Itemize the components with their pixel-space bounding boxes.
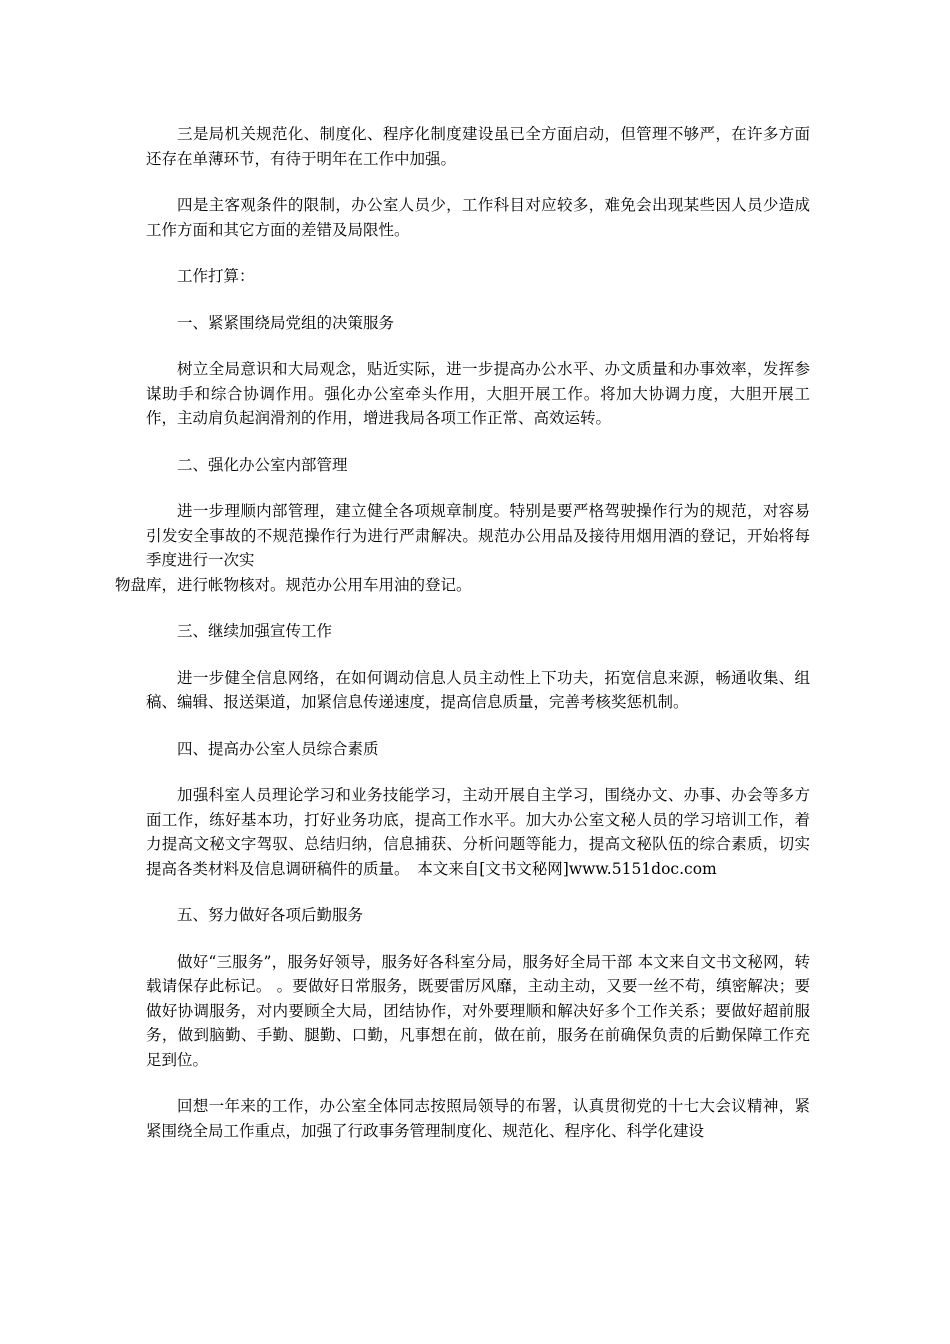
section-heading-4: 四、提高办公室人员综合素质 (177, 739, 379, 758)
paragraph-4-continuation: 物盘库，进行帐物核对。规范办公用车用油的登记。 (115, 575, 472, 594)
paragraph-8: 回想一年来的工作，办公室全体同志按照局领导的布署，认真贯彻党的十七大会议精神，紧紧围绕全局工作重点，加强了行政事务管理制度化、规范化、程序化、科学化建设 (146, 1097, 810, 1140)
paragraph-6: 加强科室人员理论学习和业务技能学习，主动开展自主学习，围绕办文、办事、办会等多方面工作，练好基本功，打好业务功底，提高工作水平。加大办公室文秘人员的学习培训工作，着力提高文秘文字驾驭、总结归纳，信息捕获、分析问题等能力，提高文秘队伍的综合素质，切实提高各类材料及信息调研稿件的质量。 本文来自[文书文秘网]www.5151doc.com (146, 786, 810, 878)
section-heading-2: 二、强化办公室内部管理 (177, 455, 348, 474)
section-heading-3: 三、继续加强宣传工作 (177, 622, 333, 640)
paragraph-4-text: 进一步理顺内部管理，建立健全各项规章制度。特别是要严格驾驶操作行为的规范，对容易引发安全事故的不规范操作行为进行严肃解决。规范办公用品及接待用烟用酒的登记，开始将每季度进行一次实 (146, 502, 810, 569)
paragraph-7: 做好“三服务”，服务好领导，服务好各科室分局，服务好全局干部 本文来自文书文秘网，转载请保存此标记。 。要做好日常服务，既要雷厉风靡，主动主动，又要一丝不苟，缜密解决；要做好协调服务，对内要顾全大局，团结协作，对外要理顺和解决好多个工作关系；要做好超前服务，做到脑勤、手勤、腿勤、口勤，凡事想在前，做在前，服务在前确保负责的后勤保障工作充足到位。 (146, 952, 810, 1069)
section-heading-1: 一、紧紧围绕局党组的决策服务 (177, 313, 395, 332)
paragraph-2: 四是主客观条件的限制，办公室人员少，工作科目对应较多，难免会出现某些因人员少造成工作方面和其它方面的差错及局限性。 (146, 196, 810, 239)
paragraph-5: 进一步健全信息网络，在如何调动信息人员主动性上下功夫，拓宽信息来源，畅通收集、组稿、编辑、报送渠道，加紧信息传递速度，提高信息质量，完善考核奖惩机制。 (146, 668, 810, 711)
section-heading-5: 五、努力做好各项后勤服务 (177, 906, 364, 924)
paragraph-1: 三是局机关规范化、制度化、程序化制度建设虽已全方面启动，但管理不够严，在许多方面还存在单薄环节，有待于明年在工作中加强。 (146, 125, 810, 168)
paragraph-3: 树立全局意识和大局观念，贴近实际，进一步提高办公水平、办文质量和办事效率，发挥参谋助手和综合协调作用。强化办公室牵头作用，大胆开展工作。将加大协调力度，大胆开展工作，主动肩负起润滑剂的作用，增进我局各项工作正常、高效运转。 (146, 360, 810, 427)
section-heading-work-plan: 工作打算： (177, 267, 255, 285)
paragraph-4 (115, 499, 810, 597)
